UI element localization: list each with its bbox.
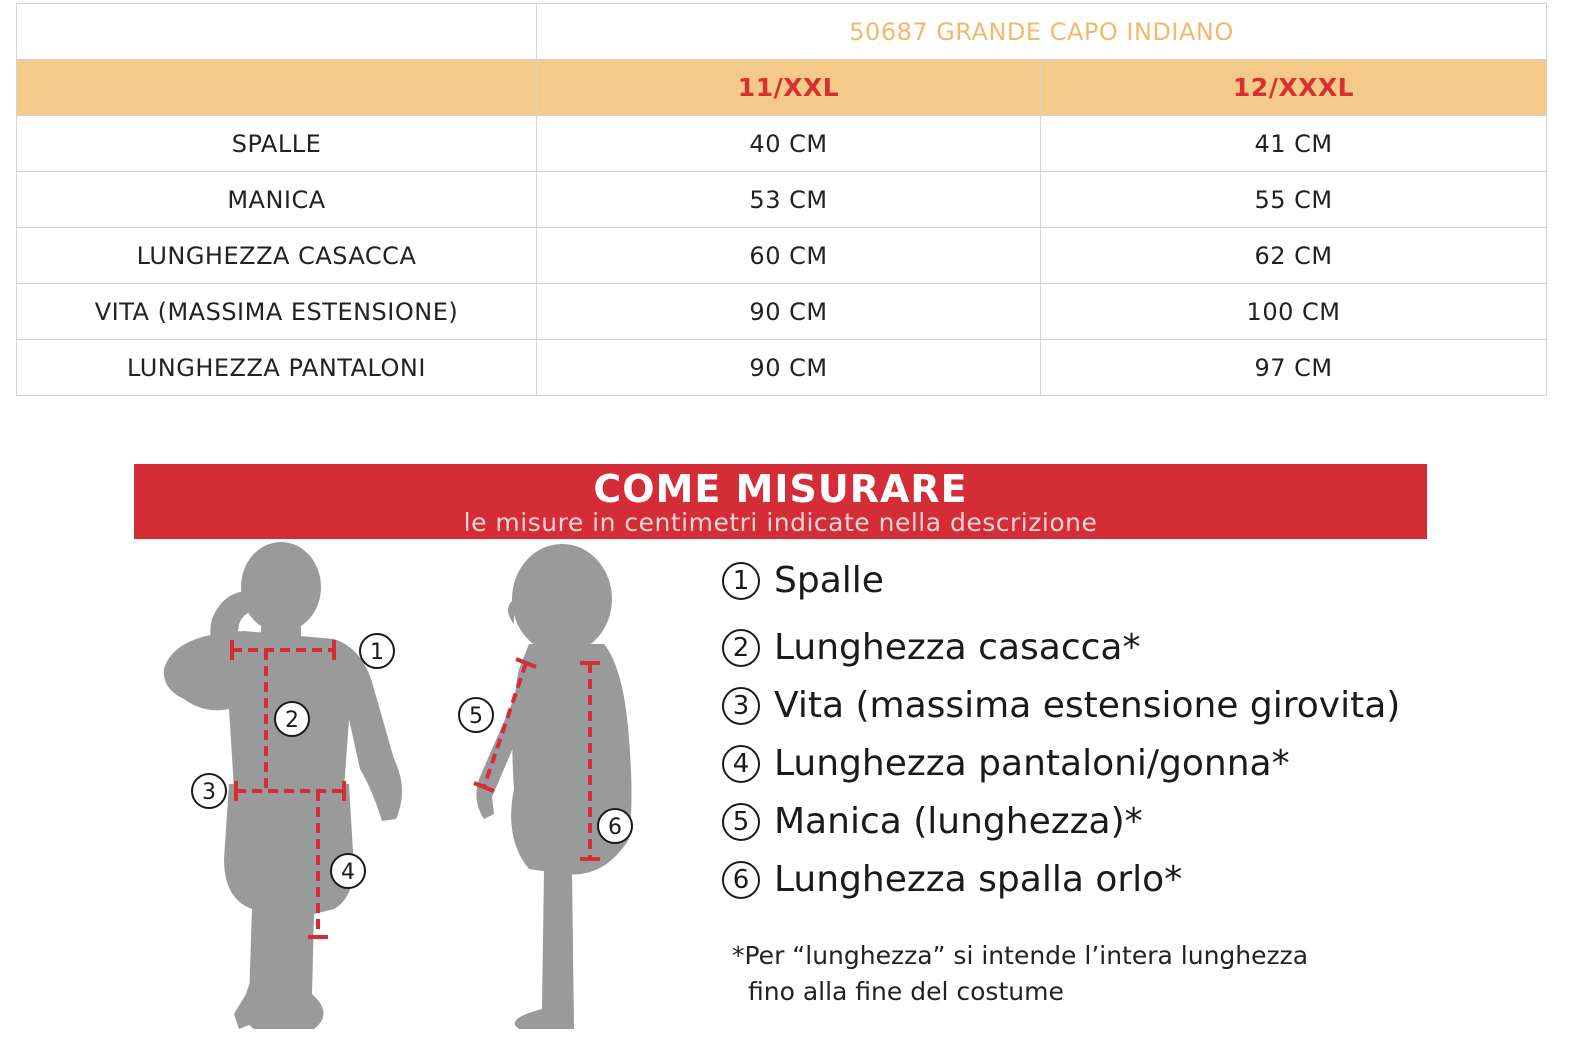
marker-4-label: 4	[341, 860, 355, 885]
legend-item	[722, 685, 1400, 726]
legend-label: Lunghezza casacca*	[774, 627, 1141, 668]
measure-value: 90 CM	[537, 340, 1041, 396]
marker-5-label: 5	[469, 704, 483, 729]
legend-item	[722, 560, 884, 601]
product-title: 50687 GRANDE CAPO INDIANO	[537, 4, 1547, 60]
marker-6-label: 6	[608, 815, 622, 840]
measure-label: VITA (MASSIMA ESTENSIONE)	[17, 284, 537, 340]
measure-value: 90 CM	[537, 284, 1041, 340]
legend-label: Vita (massima estensione girovita)	[774, 685, 1401, 726]
legend-number: 4	[722, 745, 760, 783]
table-header-empty	[17, 60, 537, 116]
size-header: 11/XXL	[537, 60, 1041, 116]
measure-value: 53 CM	[537, 172, 1041, 228]
measure-label: LUNGHEZZA PANTALONI	[17, 340, 537, 396]
legend-number: 5	[722, 803, 760, 841]
legend-number: 1	[722, 562, 760, 600]
measure-value: 100 CM	[1041, 284, 1547, 340]
table-row	[17, 340, 1547, 396]
legend-label: Lunghezza spalla orlo*	[774, 859, 1183, 900]
legend-item	[722, 859, 1182, 900]
legend-number: 6	[722, 861, 760, 899]
measurement-figure	[134, 539, 694, 1039]
legend-item	[722, 627, 1141, 668]
table-row	[17, 172, 1547, 228]
table-header-row	[17, 60, 1547, 116]
footnote-line-1: *Per “lunghezza” si intende l’intera lunghezza	[732, 941, 1309, 970]
footnote-line-2: fino alla fine del costume	[748, 977, 1064, 1006]
banner-subtitle: le misure in centimetri indicate nella descrizione	[463, 508, 1098, 537]
marker-1-label: 1	[370, 640, 384, 665]
measure-label: SPALLE	[17, 116, 537, 172]
size-header: 12/XXXL	[1041, 60, 1547, 116]
measure-value: 97 CM	[1041, 340, 1547, 396]
legend-number: 2	[722, 629, 760, 667]
legend-number: 3	[722, 687, 760, 725]
banner-title: COME MISURARE	[593, 467, 968, 511]
table-title-row	[17, 4, 1547, 60]
marker-2-label: 2	[285, 708, 299, 733]
measure-value: 55 CM	[1041, 172, 1547, 228]
measure-value: 41 CM	[1041, 116, 1547, 172]
table-corner-cell	[17, 4, 537, 60]
legend-label: Spalle	[774, 560, 884, 601]
size-table	[16, 3, 1547, 396]
measure-label: LUNGHEZZA CASACCA	[17, 228, 537, 284]
legend-item	[722, 743, 1290, 784]
legend-label: Manica (lunghezza)*	[774, 801, 1143, 842]
table-row	[17, 116, 1547, 172]
child-side-silhouette	[476, 544, 631, 1029]
measure-value: 60 CM	[537, 228, 1041, 284]
marker-3-label: 3	[202, 780, 216, 805]
table-row	[17, 228, 1547, 284]
measure-value: 40 CM	[537, 116, 1041, 172]
legend-item	[722, 801, 1143, 842]
how-to-measure-banner	[134, 464, 1427, 539]
length-footnote	[732, 938, 1432, 1010]
measure-value: 62 CM	[1041, 228, 1547, 284]
table-row	[17, 284, 1547, 340]
legend-label: Lunghezza pantaloni/gonna*	[774, 743, 1290, 784]
measure-label: MANICA	[17, 172, 537, 228]
